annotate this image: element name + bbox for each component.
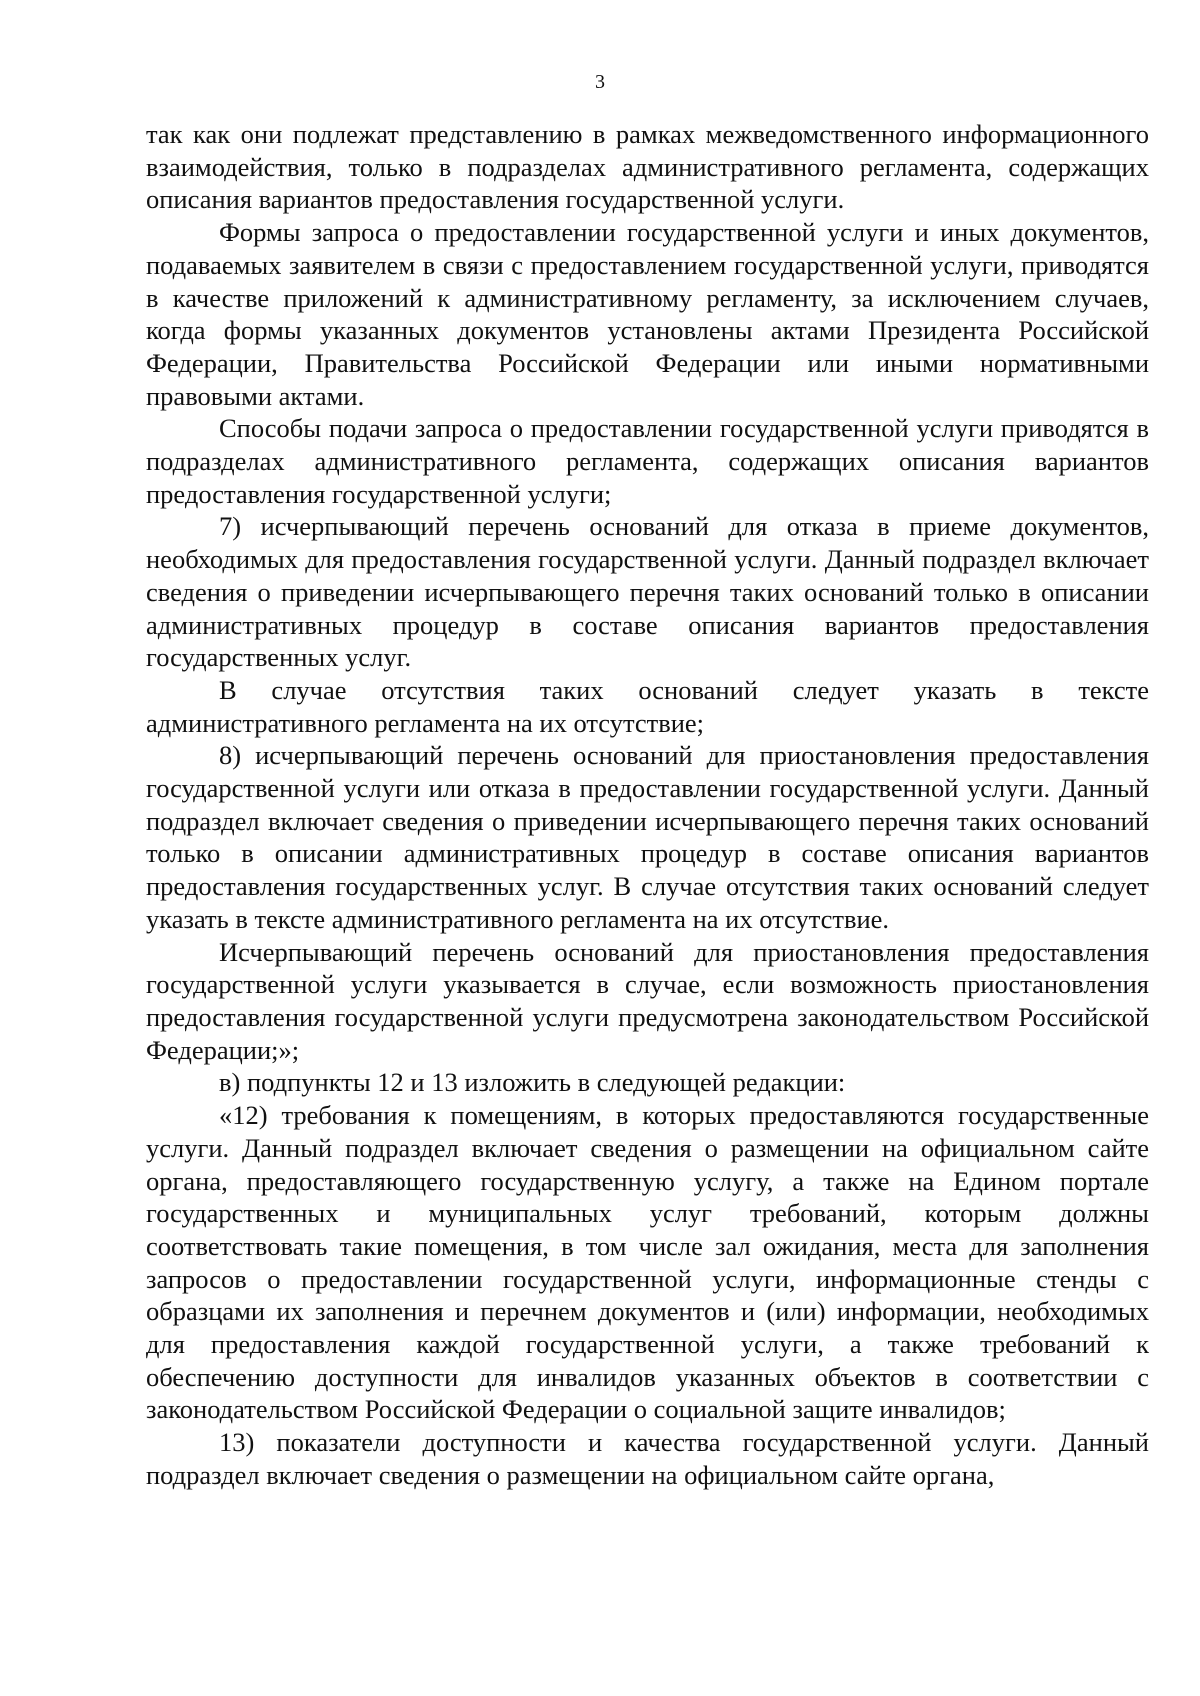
document-body — [146, 118, 1149, 1492]
paragraph-submission-methods: Способы подачи запроса о предоставлении государственной услуги приводятся в подразделах административного регламента, содержащих описания вариантов предоставления государственной услуги; — [146, 413, 1149, 509]
page-number: 3 — [595, 71, 605, 93]
paragraph-item-7-absence: В случае отсутствия таких оснований следует указать в тексте административного регламента на их отсутствие; — [146, 674, 1149, 738]
paragraph-suspension-grounds: Исчерпывающий перечень оснований для приостановления предоставления государственной услуги указывается в случае, если возможность приостановления предоставления государственной услуги предусмотрена законодательством Российской Федерации;»; — [146, 936, 1149, 1065]
paragraph-item-12: «12) требования к помещениям, в которых предоставляются государственные услуги. Данный подраздел включает сведения о размещении на официальном сайте органа, предоставляющего государственную услугу, а также на Едином портале государственных и муниципальных услуг требований, которым должны соответствовать такие помещения, в том числе зал ожидания, места для заполнения запросов о предоставлении государственной услуги, информационные стенды с образцами их заполнения и перечнем документов и (или) информации, необходимых для предоставления каждой государственной услуги, а также требований к обеспечению доступности для инвалидов указанных объектов в соответствии с законодательством Российской Федерации о социальной защите инвалидов; — [146, 1100, 1149, 1425]
paragraph-continuation: так как они подлежат представлению в рамках межведомственного информационного взаимодействия, только в подразделах административного регламента, содержащих описания вариантов предоставления государственной услуги. — [146, 119, 1149, 215]
paragraph-request-forms: Формы запроса о предоставлении государственной услуги и иных документов, подаваемых заявителем в связи с предоставлением государственной услуги, приводятся в качестве приложений к административному регламенту, за исключением случаев, когда формы указанных документов установлены актами Президента Российской Федерации, Правительства Российской Федерации или иными нормативными правовыми актами. — [146, 217, 1149, 411]
paragraph-item-8: 8) исчерпывающий перечень оснований для приостановления предоставления государственной услуги или отказа в предоставлении государственной услуги. Данный подраздел включает сведения о приведении исчерпывающего перечня таких оснований только в описании административных процедур в составе описания вариантов предоставления государственных услуг. В случае отсутствия таких оснований следует указать в тексте административного регламента на их отсутствие. — [146, 740, 1149, 934]
paragraph-item-7: 7) исчерпывающий перечень оснований для отказа в приеме документов, необходимых для предоставления государственной услуги. Данный подраздел включает сведения о приведении исчерпывающего перечня таких оснований только в описании административных процедур в составе описания вариантов предоставления государственных услуг. — [146, 511, 1149, 673]
paragraph-subitem-v: в) подпункты 12 и 13 изложить в следующей редакции: — [219, 1067, 846, 1098]
paragraph-item-13: 13) показатели доступности и качества государственной услуги. Данный подраздел включает сведения о размещении на официальном сайте органа, — [146, 1427, 1149, 1490]
